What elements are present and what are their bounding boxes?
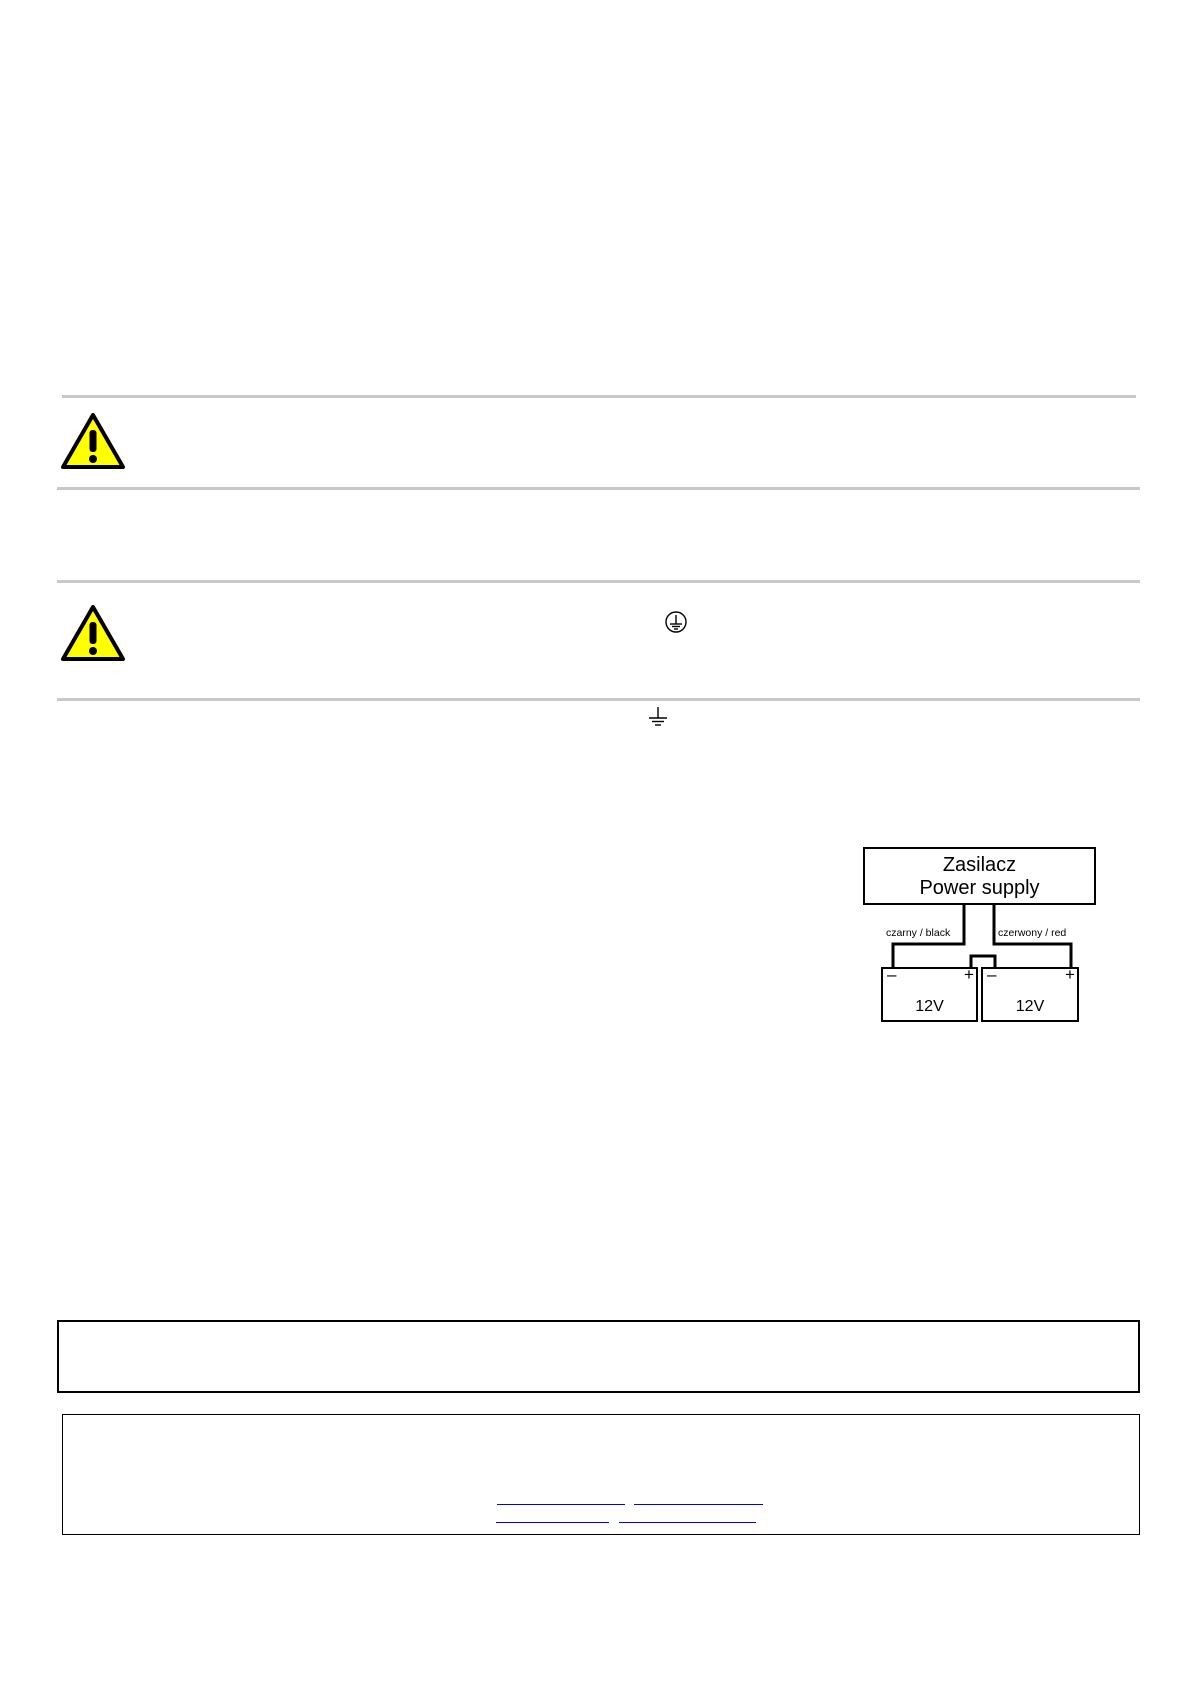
warning-section-top-rule [62, 395, 1136, 398]
wire-label-red: czerwony / red [998, 927, 1067, 939]
psu-label-line2: Power supply [919, 877, 1040, 899]
contact-link-3[interactable] [496, 1522, 609, 1523]
protective-earth-icon [664, 610, 688, 634]
battery-left-plus: + [964, 965, 974, 984]
psu-label-line1: Zasilacz [942, 854, 1017, 876]
notice-box [57, 1320, 1140, 1393]
battery-wiring-diagram [860, 846, 1100, 1026]
warning-triangle-icon [60, 604, 126, 662]
contact-link-2[interactable] [634, 1504, 763, 1505]
contact-box [62, 1414, 1140, 1535]
ground-icon [646, 706, 670, 728]
warning-section-second-top-rule [57, 580, 1140, 583]
wire-label-black: czarny / black [886, 927, 951, 939]
battery-right-minus: – [987, 965, 997, 984]
battery-right-plus: + [1065, 965, 1075, 984]
battery-right-voltage: 12V [1015, 998, 1045, 1015]
warning-section-bottom-rule [57, 698, 1140, 701]
contact-link-4[interactable] [619, 1522, 756, 1523]
warning-triangle-icon [60, 412, 126, 470]
battery-left-minus: – [887, 965, 897, 984]
battery-left-voltage: 12V [915, 998, 944, 1015]
contact-link-1[interactable] [497, 1504, 625, 1505]
warning-section-divider-rule [57, 487, 1140, 490]
